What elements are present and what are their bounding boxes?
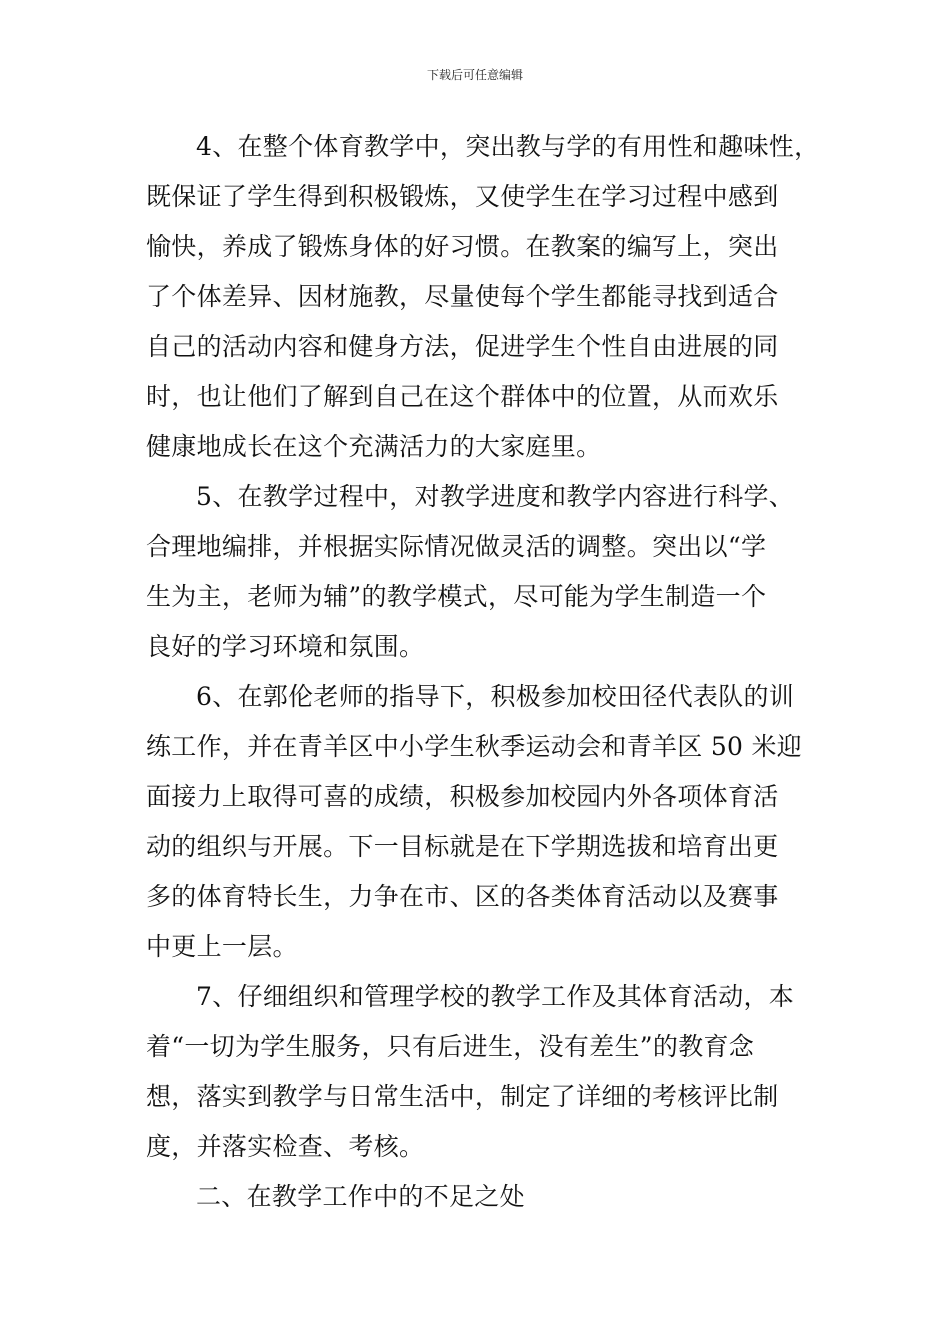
page-header: 下载后可任意编辑 (426, 68, 523, 82)
text-line: 二、在教学工作中的不足之处 (196, 1182, 525, 1211)
text-line: 中更上一层。 (146, 932, 298, 961)
text-line: 练工作，并在青羊区中小学生秋季运动会和青羊区 50 米迎 (146, 732, 803, 761)
text-line: 面接力上取得可喜的成绩，积极参加校园内外各项体育活 (146, 782, 779, 811)
text-line: 5、在教学过程中，对教学进度和教学内容进行科学、 (196, 482, 795, 511)
text-line: 4、在整个体育教学中，突出教与学的有用性和趣味性， (196, 132, 820, 161)
text-line: 7、仔细组织和管理学校的教学工作及其体育活动，本 (196, 982, 795, 1011)
text-line: 良好的学习环境和氛围。 (146, 632, 425, 661)
text-line: 度，并落实检查、考核。 (146, 1132, 425, 1161)
text-line: 想，落实到教学与日常生活中，制定了详细的考核评比制 (146, 1082, 779, 1111)
text-line: 了个体差异、因材施教，尽量使每个学生都能寻找到适合 (146, 282, 779, 311)
document-body (146, 122, 818, 1222)
text-line: 愉快，养成了锻炼身体的好习惯。在教案的编写上，突出 (146, 232, 779, 261)
text-line: 着“一切为学生服务，只有后进生，没有差生”的教育念 (146, 1032, 755, 1061)
text-line: 多的体育特长生，力争在市、区的各类体育活动以及赛事 (146, 882, 779, 911)
text-line: 合理地编排，并根据实际情况做灵活的调整。突出以“学 (146, 532, 767, 561)
text-line: 健康地成长在这个充满活力的大家庭里。 (146, 432, 602, 461)
text-line: 时，也让他们了解到自己在这个群体中的位置，从而欢乐 (146, 382, 779, 411)
text-line: 动的组织与开展。下一目标就是在下学期选拔和培育出更 (146, 832, 779, 861)
text-line: 自己的活动内容和健身方法，促进学生个性自由进展的同 (146, 332, 779, 361)
text-line: 既保证了学生得到积极锻炼，又使学生在学习过程中感到 (146, 182, 779, 211)
text-line: 生为主，老师为辅”的教学模式，尽可能为学生制造一个 (146, 582, 767, 611)
text-line: 6、在郭伦老师的指导下，积极参加校田径代表队的训 (196, 682, 795, 711)
